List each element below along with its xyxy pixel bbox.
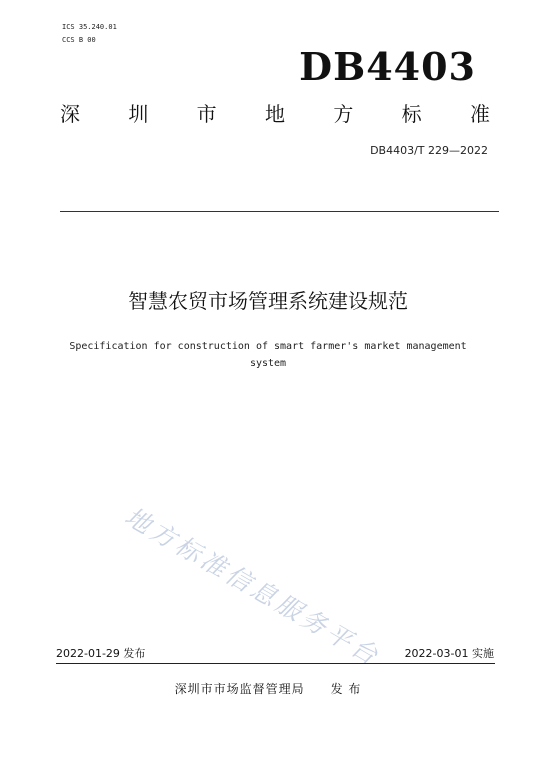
title-en-line: Specification for construction of smart farmer's market management: [69, 341, 467, 352]
implementation-date: 2022-03-01 实施: [404, 647, 494, 660]
footer-divider: [56, 663, 495, 664]
issuer-name: 深圳市市场监督管理局: [174, 682, 305, 696]
standard-type-char: 地: [264, 102, 285, 126]
title-en-line: system: [249, 358, 287, 369]
document-title-cn: 智慧农贸市场管理系统建设规范: [128, 289, 408, 313]
standard-type-char: 市: [196, 102, 217, 126]
standard-type-char: 圳: [128, 102, 149, 126]
issue-date: 2022-01-29 发布: [56, 647, 146, 660]
document-title-en: [40, 338, 496, 372]
watermark: 地方标准信息服务平台: [120, 501, 386, 672]
standard-code-logo: DB4403: [299, 44, 476, 89]
standard-number: DB4403/T 229—2022: [370, 144, 488, 157]
issuer-line: [0, 681, 536, 697]
standard-type-char: 方: [333, 102, 354, 126]
standard-type-char: 深: [60, 102, 80, 126]
standard-type-char: 标: [401, 102, 422, 126]
header-divider: [60, 211, 499, 212]
ics-code: ICS 35.240.01: [62, 23, 117, 31]
standard-type-char: 准: [469, 102, 490, 126]
issue-word: 发 布: [330, 682, 362, 696]
standard-type-heading: [60, 101, 490, 127]
ccs-code: CCS B 00: [62, 36, 96, 44]
